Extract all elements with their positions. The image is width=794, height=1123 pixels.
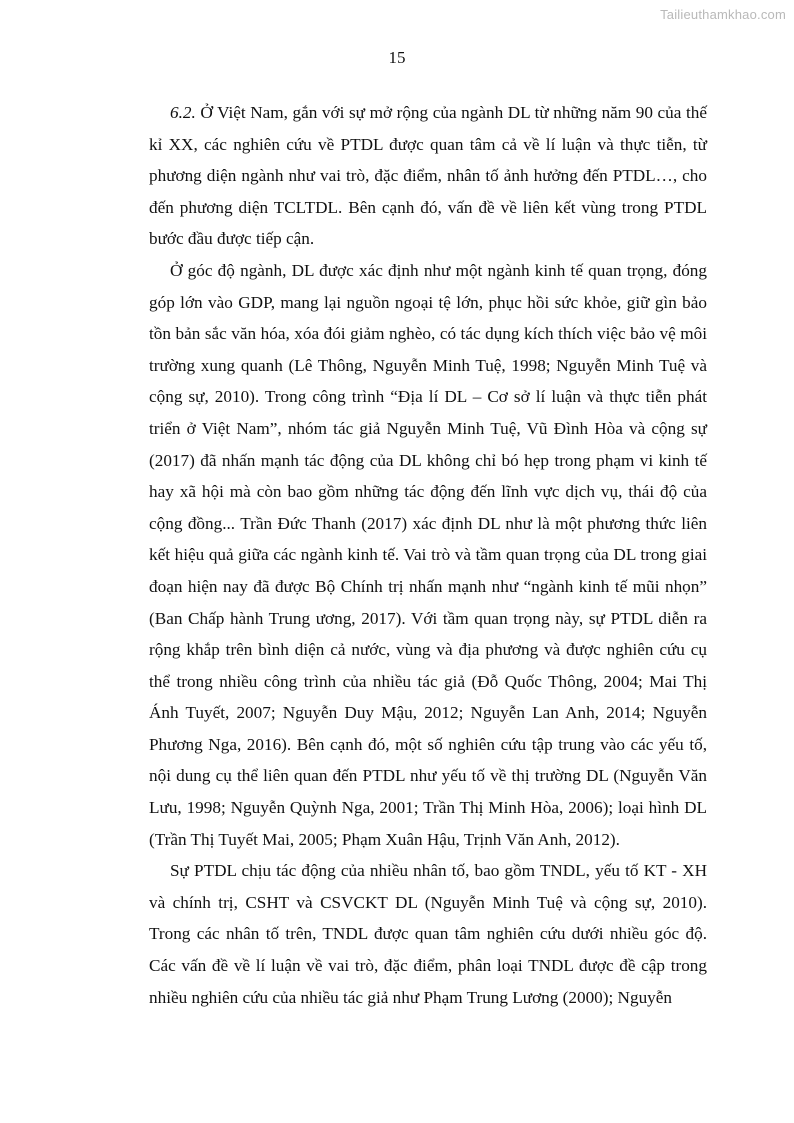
watermark: Tailieuthamkhao.com [660, 7, 786, 22]
page-number: 15 [388, 48, 406, 67]
paragraph-6-2 [149, 97, 707, 255]
paragraph-development-factors: Sự PTDL chịu tác động của nhiều nhân tố, bao gồm TNDL, yếu tố KT - XH và chính trị, CSHT và CSVCKT DL (Nguyễn Minh Tuệ và cộng sự, 2010). Trong các nhân tố trên, TNDL được quan tâm nghiên cứu dưới nhiều góc độ. Các vấn đề về lí luận về vai trò, đặc điểm, phân loại TNDL được đề cập trong nhiều nghiên cứu của nhiều tác giả như Phạm Trung Lương (2000); Nguyễn [149, 861, 707, 1007]
document-body [149, 97, 707, 1013]
section-label: 6.2. [170, 103, 196, 122]
paragraph-industry-perspective: Ở góc độ ngành, DL được xác định như một ngành kinh tế quan trọng, đóng góp lớn vào GDP, mang lại nguồn ngoại tệ lớn, phục hồi sức khỏe, giữ gìn bảo tồn bản sắc văn hóa, xóa đói giảm nghèo, có tác dụng kích thích việc bảo vệ môi trường xung quanh (Lê Thông, Nguyễn Minh Tuệ, 1998; Nguyễn Minh Tuệ và cộng sự, 2010). Trong công trình “Địa lí DL – Cơ sở lí luận và thực tiễn phát triển ở Việt Nam”, nhóm tác giả Nguyễn Minh Tuệ, Vũ Đình Hòa và cộng sự (2017) đã nhấn mạnh tác động của DL không chỉ bó hẹp trong phạm vi kinh tế hay xã hội mà còn bao gồm những tác động đến lĩnh vực dịch vụ, thái độ của cộng đồng... Trần Đức Thanh (2017) xác định DL như là một phương thức liên kết hiệu quả giữa các ngành kinh tế. Vai trò và tầm quan trọng của DL trong giai đoạn hiện nay đã được Bộ Chính trị nhấn mạnh như “ngành kinh tế mũi nhọn” (Ban Chấp hành Trung ương, 2017). Với tầm quan trọng này, sự PTDL diễn ra rộng khắp trên bình diện cả nước, vùng và địa phương và được nghiên cứu cụ thể trong nhiều công trình của nhiều tác giả (Đỗ Quốc Thông, 2004; Mai Thị Ánh Tuyết, 2007; Nguyễn Duy Mậu, 2012; Nguyễn Lan Anh, 2014; Nguyễn Phương Nga, 2016). Bên cạnh đó, một số nghiên cứu tập trung vào các yếu tố, nội dung cụ thể liên quan đến PTDL như yếu tố về thị trường DL (Nguyễn Văn Lưu, 1998; Nguyễn Quỳnh Nga, 2001; Trần Thị Minh Hòa, 2006); loại hình DL (Trần Thị Tuyết Mai, 2005; Phạm Xuân Hậu, Trịnh Văn Anh, 2012). [149, 260, 707, 849]
paragraph-text: Ở Việt Nam, gắn với sự mở rộng của ngành DL từ những năm 90 của thế kỉ XX, các nghiên cứu về PTDL được quan tâm cả về lí luận và thực tiễn, từ phương diện ngành như vai trò, đặc điểm, nhân tố ảnh hưởng đến PTDL…, cho đến phương diện TCLTDL. Bên cạnh đó, vấn đề về liên kết vùng trong PTDL bước đầu được tiếp cận. [149, 103, 707, 249]
